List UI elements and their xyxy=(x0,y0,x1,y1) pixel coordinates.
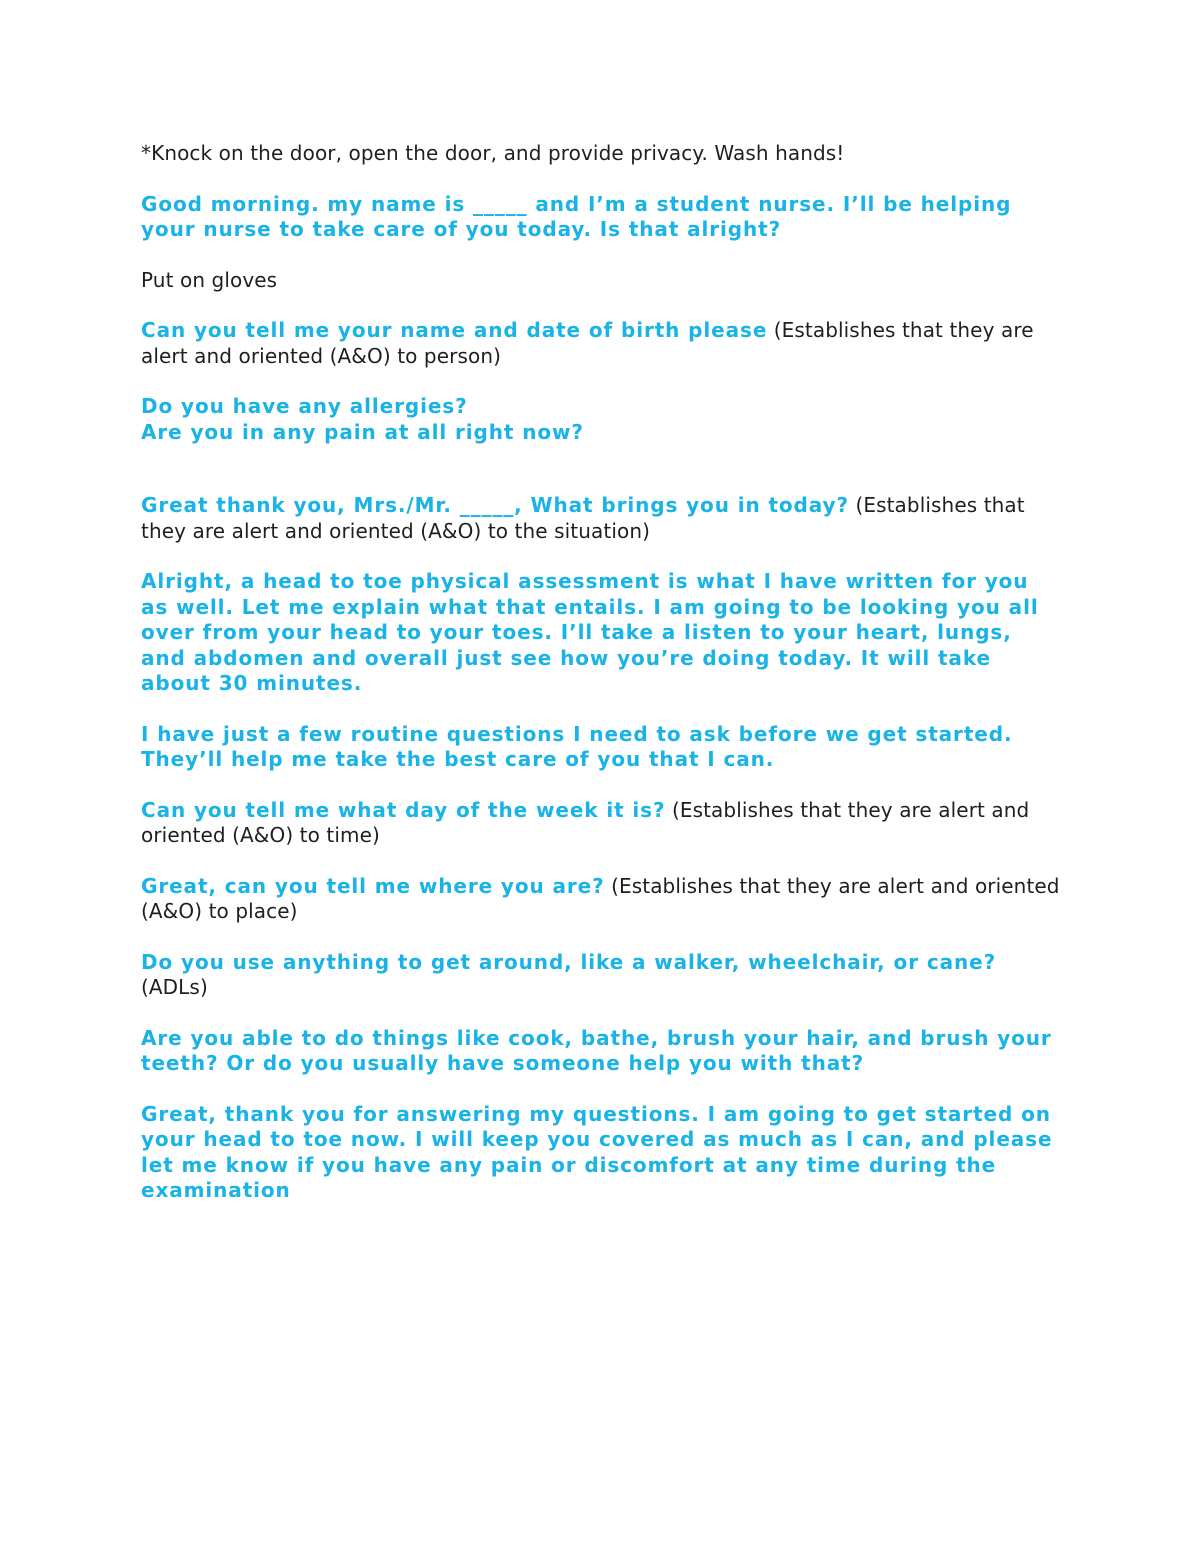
name-dob-paragraph xyxy=(141,318,1061,369)
closing-text: Great, thank you for answering my questions. I am going to get started on your head to toe now. I will keep you covered as much as I can, and please let me know if you have any pain or discomfort at any time during the examination xyxy=(141,1101,1053,1202)
instruction-knock xyxy=(141,141,1061,167)
allergies-pain-paragraph xyxy=(141,394,1061,445)
instruction-gloves xyxy=(141,268,1061,294)
situation-note: (Establishes that they are alert and oriented (A&O) to the situation) xyxy=(141,493,1025,543)
instruction-gloves-text: Put on gloves xyxy=(141,267,278,292)
document-body xyxy=(141,141,1061,1229)
situation-question: Great thank you, Mrs./Mr. _____, What brings you in today? xyxy=(141,493,849,517)
assessment-explanation xyxy=(141,569,1061,697)
closing-paragraph xyxy=(141,1102,1061,1204)
allergies-question: Do you have any allergies? xyxy=(141,394,468,418)
place-paragraph xyxy=(141,874,1061,925)
mobility-paragraph xyxy=(141,950,1061,1001)
time-question: Can you tell me what day of the week it is? xyxy=(141,797,666,822)
routine-questions-text: I have just a few routine questions I need to ask before we get started. They’ll help me take the best care of you that I can. xyxy=(141,721,1013,771)
mobility-note: (ADLs) xyxy=(141,975,208,999)
situation-paragraph xyxy=(141,493,1061,544)
greeting-text: Good morning. my name is _____ and I’m a student nurse. I’ll be helping your nurse to take care of you today. Is that alright? xyxy=(141,191,1012,241)
routine-questions-intro xyxy=(141,722,1061,773)
place-question: Great, can you tell me where you are? xyxy=(141,873,605,898)
name-dob-note: (Establishes that they are alert and oriented (A&O) to person) xyxy=(141,318,1034,368)
place-note: (Establishes that they are alert and oriented (A&O) to place) xyxy=(141,873,1060,923)
assessment-explanation-text: Alright, a head to toe physical assessment is what I have written for you as well. Let me explain what that entails. I am going to be looking you all over from your head to your toes. I’ll take a listen to your heart, lungs, and abdomen and overall just see how you’re doing today. It will take about 30 minutes. xyxy=(141,569,1039,695)
greeting-paragraph xyxy=(141,192,1061,243)
time-paragraph xyxy=(141,798,1061,849)
mobility-question: Do you use anything to get around, like a walker, wheelchair, or cane? xyxy=(141,949,997,974)
instruction-knock-text: *Knock on the door, open the door, and provide privacy. Wash hands! xyxy=(141,141,845,165)
self-care-question: Are you able to do things like cook, bathe, brush your hair, and brush your teeth? Or do you usually have someone help you with that? xyxy=(141,1025,1052,1075)
self-care-paragraph xyxy=(141,1026,1061,1077)
name-dob-question: Can you tell me your name and date of birth please xyxy=(141,318,768,342)
time-note: (Establishes that they are alert and oriented (A&O) to time) xyxy=(141,797,1030,847)
pain-question: Are you in any pain at all right now? xyxy=(141,419,584,444)
